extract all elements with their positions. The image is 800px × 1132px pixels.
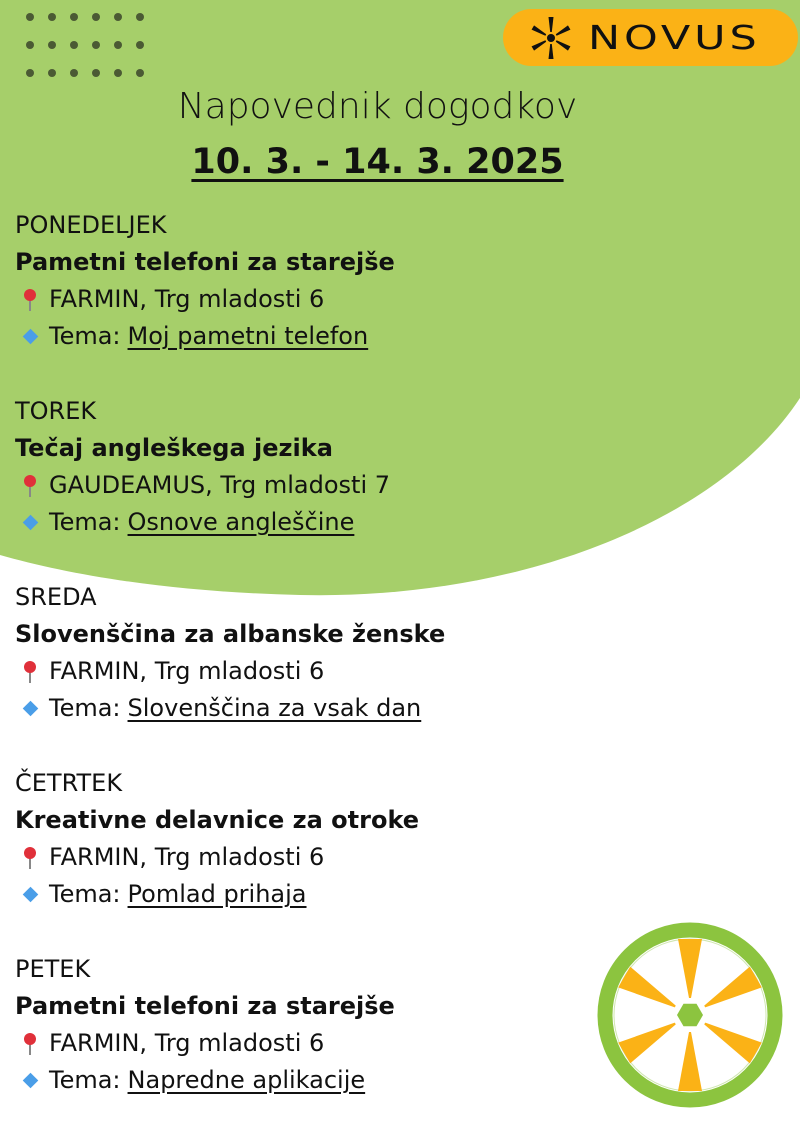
event-location: FARMIN, Trg mladosti 6 bbox=[49, 285, 325, 313]
event-title: Tečaj angleškega jezika bbox=[15, 434, 333, 462]
event-topic-link[interactable]: Pomlad prihaja bbox=[127, 880, 307, 908]
page-title: Napovednik dogodkov bbox=[177, 86, 578, 127]
decorative-dots bbox=[26, 13, 145, 77]
event-title: Pametni telefoni za starejše bbox=[15, 248, 395, 276]
map-pin-icon bbox=[15, 846, 45, 870]
event-četrtek bbox=[15, 765, 419, 913]
blue-diamond-icon bbox=[15, 703, 45, 714]
event-title: Slovenščina za albanske ženske bbox=[15, 620, 446, 648]
event-title: Pametni telefoni za starejše bbox=[15, 992, 395, 1020]
logo-text: NOVUS bbox=[588, 18, 761, 57]
topic-label: Tema: bbox=[49, 880, 121, 908]
map-pin-icon bbox=[15, 288, 45, 312]
blue-diamond-icon bbox=[15, 517, 45, 528]
event-sreda bbox=[15, 579, 445, 727]
event-torek bbox=[15, 393, 390, 541]
event-topic-link[interactable]: Slovenščina za vsak dan bbox=[127, 694, 422, 722]
blue-diamond-icon bbox=[15, 331, 45, 342]
event-day: ČETRTEK bbox=[15, 769, 123, 797]
event-location: FARMIN, Trg mladosti 6 bbox=[49, 843, 325, 871]
event-location: GAUDEAMUS, Trg mladosti 7 bbox=[49, 471, 391, 499]
wheel-graphic bbox=[597, 922, 783, 1108]
event-day: SREDA bbox=[15, 583, 97, 611]
event-location: FARMIN, Trg mladosti 6 bbox=[49, 1029, 325, 1057]
blue-diamond-icon bbox=[15, 889, 45, 900]
event-title: Kreativne delavnice za otroke bbox=[15, 806, 420, 834]
topic-label: Tema: bbox=[49, 694, 121, 722]
map-pin-icon bbox=[15, 474, 45, 498]
novus-logo bbox=[503, 9, 798, 66]
event-day: PETEK bbox=[15, 955, 91, 983]
topic-label: Tema: bbox=[49, 1066, 121, 1094]
event-petek bbox=[15, 951, 395, 1099]
event-topic-link[interactable]: Napredne aplikacije bbox=[127, 1066, 366, 1094]
novus-star-icon bbox=[528, 15, 574, 61]
map-pin-icon bbox=[15, 1032, 45, 1056]
date-range: 10. 3. - 14. 3. 2025 bbox=[191, 142, 564, 182]
event-topic-link[interactable]: Moj pametni telefon bbox=[127, 322, 369, 350]
event-location: FARMIN, Trg mladosti 6 bbox=[49, 657, 325, 685]
event-topic-link[interactable]: Osnove angleščine bbox=[127, 508, 355, 536]
event-day: PONEDELJEK bbox=[15, 211, 167, 239]
event-ponedeljek bbox=[15, 207, 395, 355]
topic-label: Tema: bbox=[49, 508, 121, 536]
topic-label: Tema: bbox=[49, 322, 121, 350]
map-pin-icon bbox=[15, 660, 45, 684]
blue-diamond-icon bbox=[15, 1075, 45, 1086]
event-day: TOREK bbox=[15, 397, 97, 425]
